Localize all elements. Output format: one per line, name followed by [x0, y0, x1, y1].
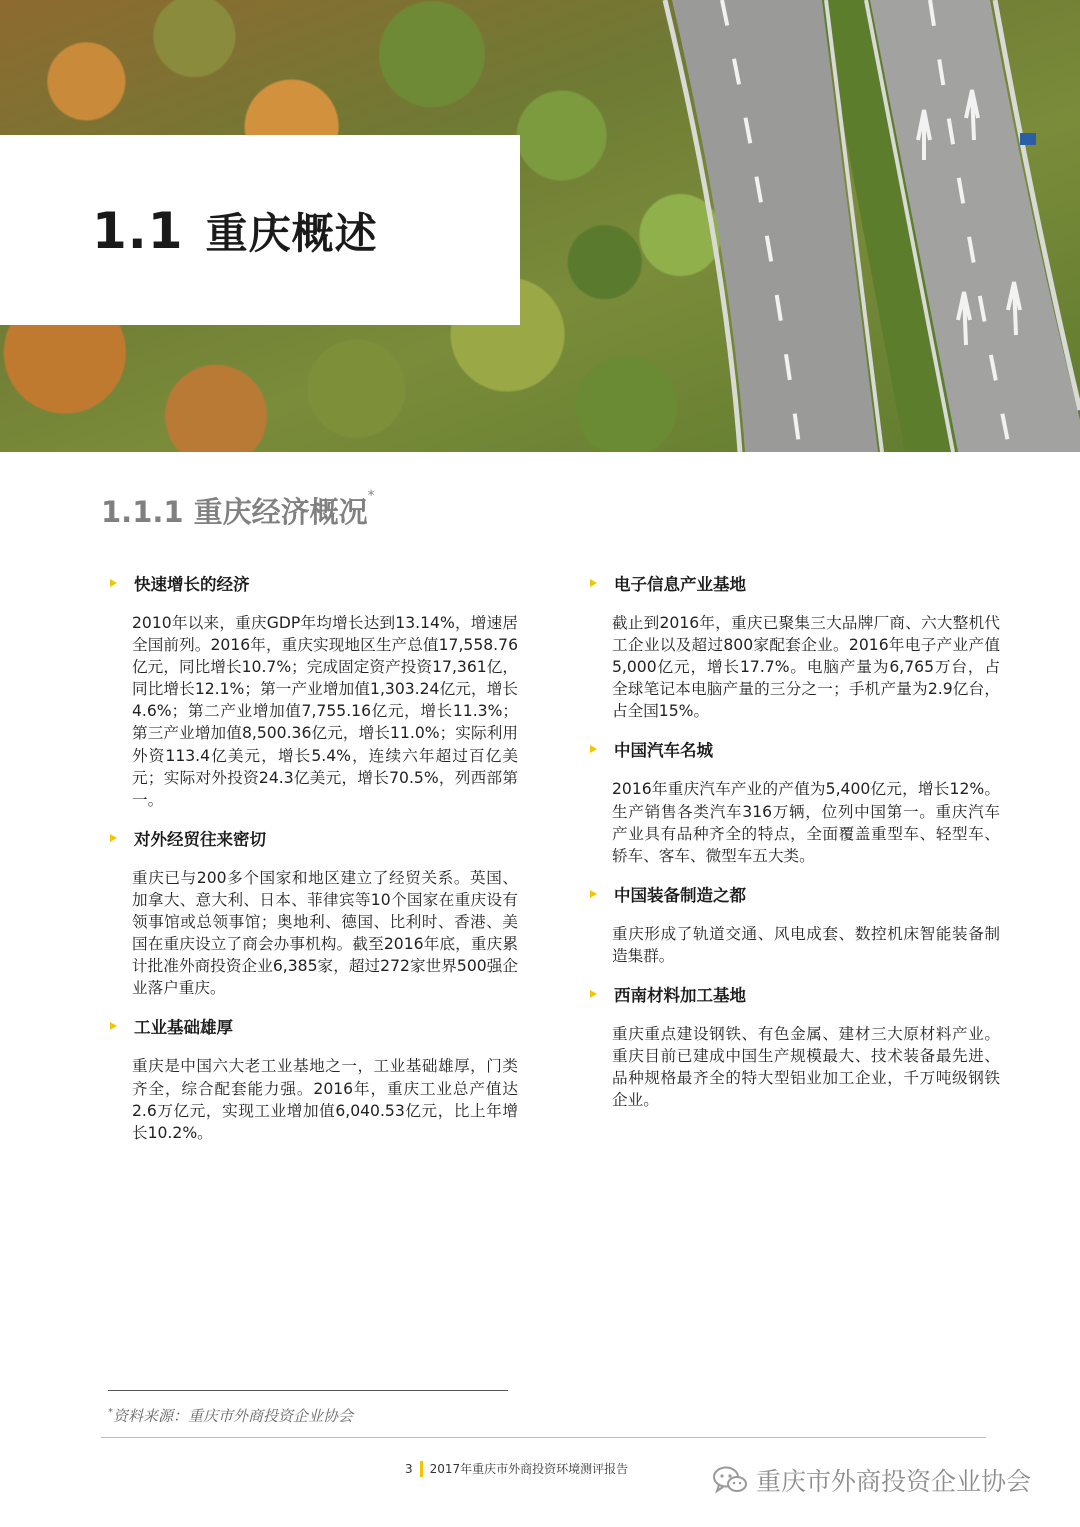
- list-item: [108, 825, 518, 1000]
- bullet-arrow-icon: [590, 745, 597, 753]
- item-heading: [588, 570, 1000, 596]
- page-divider: [101, 1437, 986, 1438]
- item-heading: [108, 825, 518, 851]
- section-number: 1.1: [92, 202, 184, 260]
- bullet-arrow-icon: [590, 890, 597, 898]
- footnote-mark: *: [108, 1407, 113, 1418]
- bullet-arrow-icon: [110, 1022, 117, 1030]
- page-number: 3: [405, 1461, 413, 1476]
- item-heading: [108, 570, 518, 596]
- footnote: [108, 1405, 353, 1426]
- list-item: [588, 881, 1000, 967]
- list-item: [588, 981, 1000, 1111]
- left-column: [108, 570, 518, 1158]
- report-title: 2017年重庆市外商投资环境测评报告: [429, 1462, 629, 1476]
- bullet-arrow-icon: [590, 990, 597, 998]
- list-item: [108, 1013, 518, 1143]
- subsection-footnote-mark: *: [367, 488, 375, 504]
- list-item: [108, 570, 518, 811]
- hero-image: [0, 0, 1080, 452]
- item-body: 2010年以来，重庆GDP年均增长达到13.14%，增速居全国前列。2016年，重庆实现地区生产总值17,558.76 亿元，同比增长10.7%；完成固定资产投资17,361亿，同比增长12.1%；第一产业增加值1,303.24亿元，增长4.6%；第二产业增加值7,755.16亿元，增长11.3%；第三产业增加值8,500.36亿元，增长11.0%；实际利用外资113.4亿美元，增长5.4%，连续六年超过百亿美元；实际对外投资24.3亿美元，增长70.5%，列西部第一。: [132, 614, 518, 809]
- footnote-divider: [108, 1390, 508, 1391]
- item-title: 工业基础雄厚: [134, 1018, 233, 1038]
- section-name: 重庆概述: [205, 209, 378, 258]
- item-body: 重庆是中国六大老工业基地之一，工业基础雄厚，门类齐全，综合配套能力强。2016年，重庆工业总产值达2.6万亿元，实现工业增加值6,040.53亿元，比上年增长10.2%。: [132, 1057, 518, 1142]
- footnote-text: 资料来源：重庆市外商投资企业协会: [113, 1407, 354, 1425]
- item-body: 截止到2016年，重庆已聚集三大品牌厂商、六大整机代工企业以及超过800家配套企业。2016年电子产业产值5,000亿元，增长17.7%。电脑产量为6,765万台，占全球笔记本电脑产量的三分之一；手机产量为2.9亿台，占全国15%。: [612, 614, 1000, 721]
- section-title: [92, 201, 378, 261]
- footer-accent-bar: [420, 1461, 423, 1477]
- item-title: 中国装备制造之都: [614, 885, 746, 905]
- right-column: [588, 570, 1000, 1125]
- list-item: [588, 736, 1000, 866]
- item-heading: [588, 981, 1000, 1007]
- item-body: 重庆形成了轨道交通、风电成套、数控机床智能装备制造集群。: [612, 924, 1000, 965]
- item-title: 西南材料加工基地: [614, 986, 746, 1006]
- bullet-arrow-icon: [110, 579, 117, 587]
- item-body: 重庆重点建设钢铁、有色金属、建材三大原材料产业。重庆目前已建成中国生产规模最大、技术装备最先进、品种规格最齐全的特大型铝业加工企业，千万吨级钢铁企业。: [612, 1025, 1000, 1110]
- item-title: 快速增长的经济: [134, 575, 250, 594]
- bullet-arrow-icon: [590, 579, 597, 587]
- section-title-box: [0, 135, 520, 325]
- item-title: 中国汽车名城: [614, 741, 713, 761]
- item-body: 重庆已与200多个国家和地区建立了经贸关系。英国、加拿大、意大利、日本、菲律宾等10个国家在重庆设有领事馆或总领事馆；奥地利、德国、比利时、香港、美国在重庆设立了商会办事机构。截至2016年底，重庆累计批准外商投资企业6,385家，超过272家世界500强企业落户重庆。: [132, 868, 518, 998]
- item-heading: [588, 881, 1000, 907]
- item-title: 对外经贸往来密切: [134, 829, 266, 849]
- watermark-text: 重庆市外商投资企业协会: [756, 1467, 1032, 1496]
- item-body: 2016年重庆汽车产业的产值为5,400亿元，增长12%。生产销售各类汽车316万辆，位列中国第一。重庆汽车产业具有品种齐全的特点，全面覆盖重型车、轻型车、轿车、客车、微型车五大类。: [612, 780, 1000, 865]
- bullet-arrow-icon: [110, 834, 117, 842]
- wechat-icon: [712, 1465, 748, 1495]
- item-heading: [108, 1013, 518, 1039]
- watermark: [712, 1462, 1031, 1498]
- page-footer: [405, 1460, 628, 1477]
- subsection-title: [101, 490, 375, 531]
- item-title: 电子信息产业基地: [614, 575, 746, 594]
- subsection-title-text: 1.1.1 重庆经济概况: [101, 495, 368, 529]
- item-heading: [588, 736, 1000, 762]
- list-item: [588, 570, 1000, 722]
